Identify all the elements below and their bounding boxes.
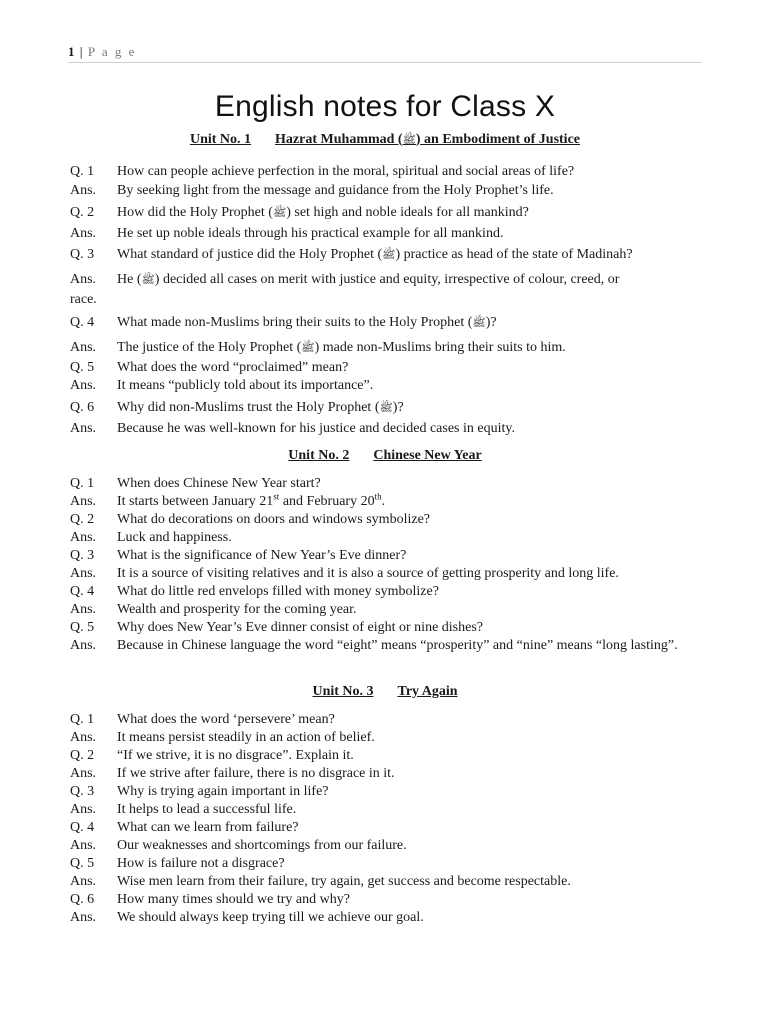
qa-continuation: race. (70, 292, 97, 307)
pbuh-glyph: ﷺ (472, 317, 486, 329)
unit-1-heading (0, 132, 770, 149)
pbuh-glyph: ﷺ (141, 274, 155, 286)
unit-3-heading (0, 684, 770, 700)
unit-2-heading (0, 448, 770, 464)
unit-1-title: Hazrat Muhammad (ﷺ) an Embodiment of Justice (275, 132, 581, 147)
unit-2-title: Chinese New Year (373, 448, 482, 463)
document-title: English notes for Class X (214, 90, 556, 123)
page-word: P a g e (87, 44, 137, 59)
pbuh-glyph: ﷺ (379, 402, 393, 414)
pbuh-glyph: ﷺ (301, 342, 315, 354)
page-header (68, 44, 136, 60)
page-number: 1 (68, 44, 76, 59)
unit-3-label: Unit No. 3 (312, 684, 374, 699)
pbuh-glyph: ﷺ (382, 249, 396, 261)
header-rule (68, 62, 702, 63)
unit-3-title: Try Again (397, 684, 458, 699)
pbuh-glyph: ﷺ (272, 207, 287, 219)
unit-1-label: Unit No. 1 (189, 132, 252, 147)
unit-2-label: Unit No. 2 (288, 448, 350, 463)
pbuh-glyph: ﷺ (402, 134, 416, 146)
header-separator: | (79, 44, 84, 59)
